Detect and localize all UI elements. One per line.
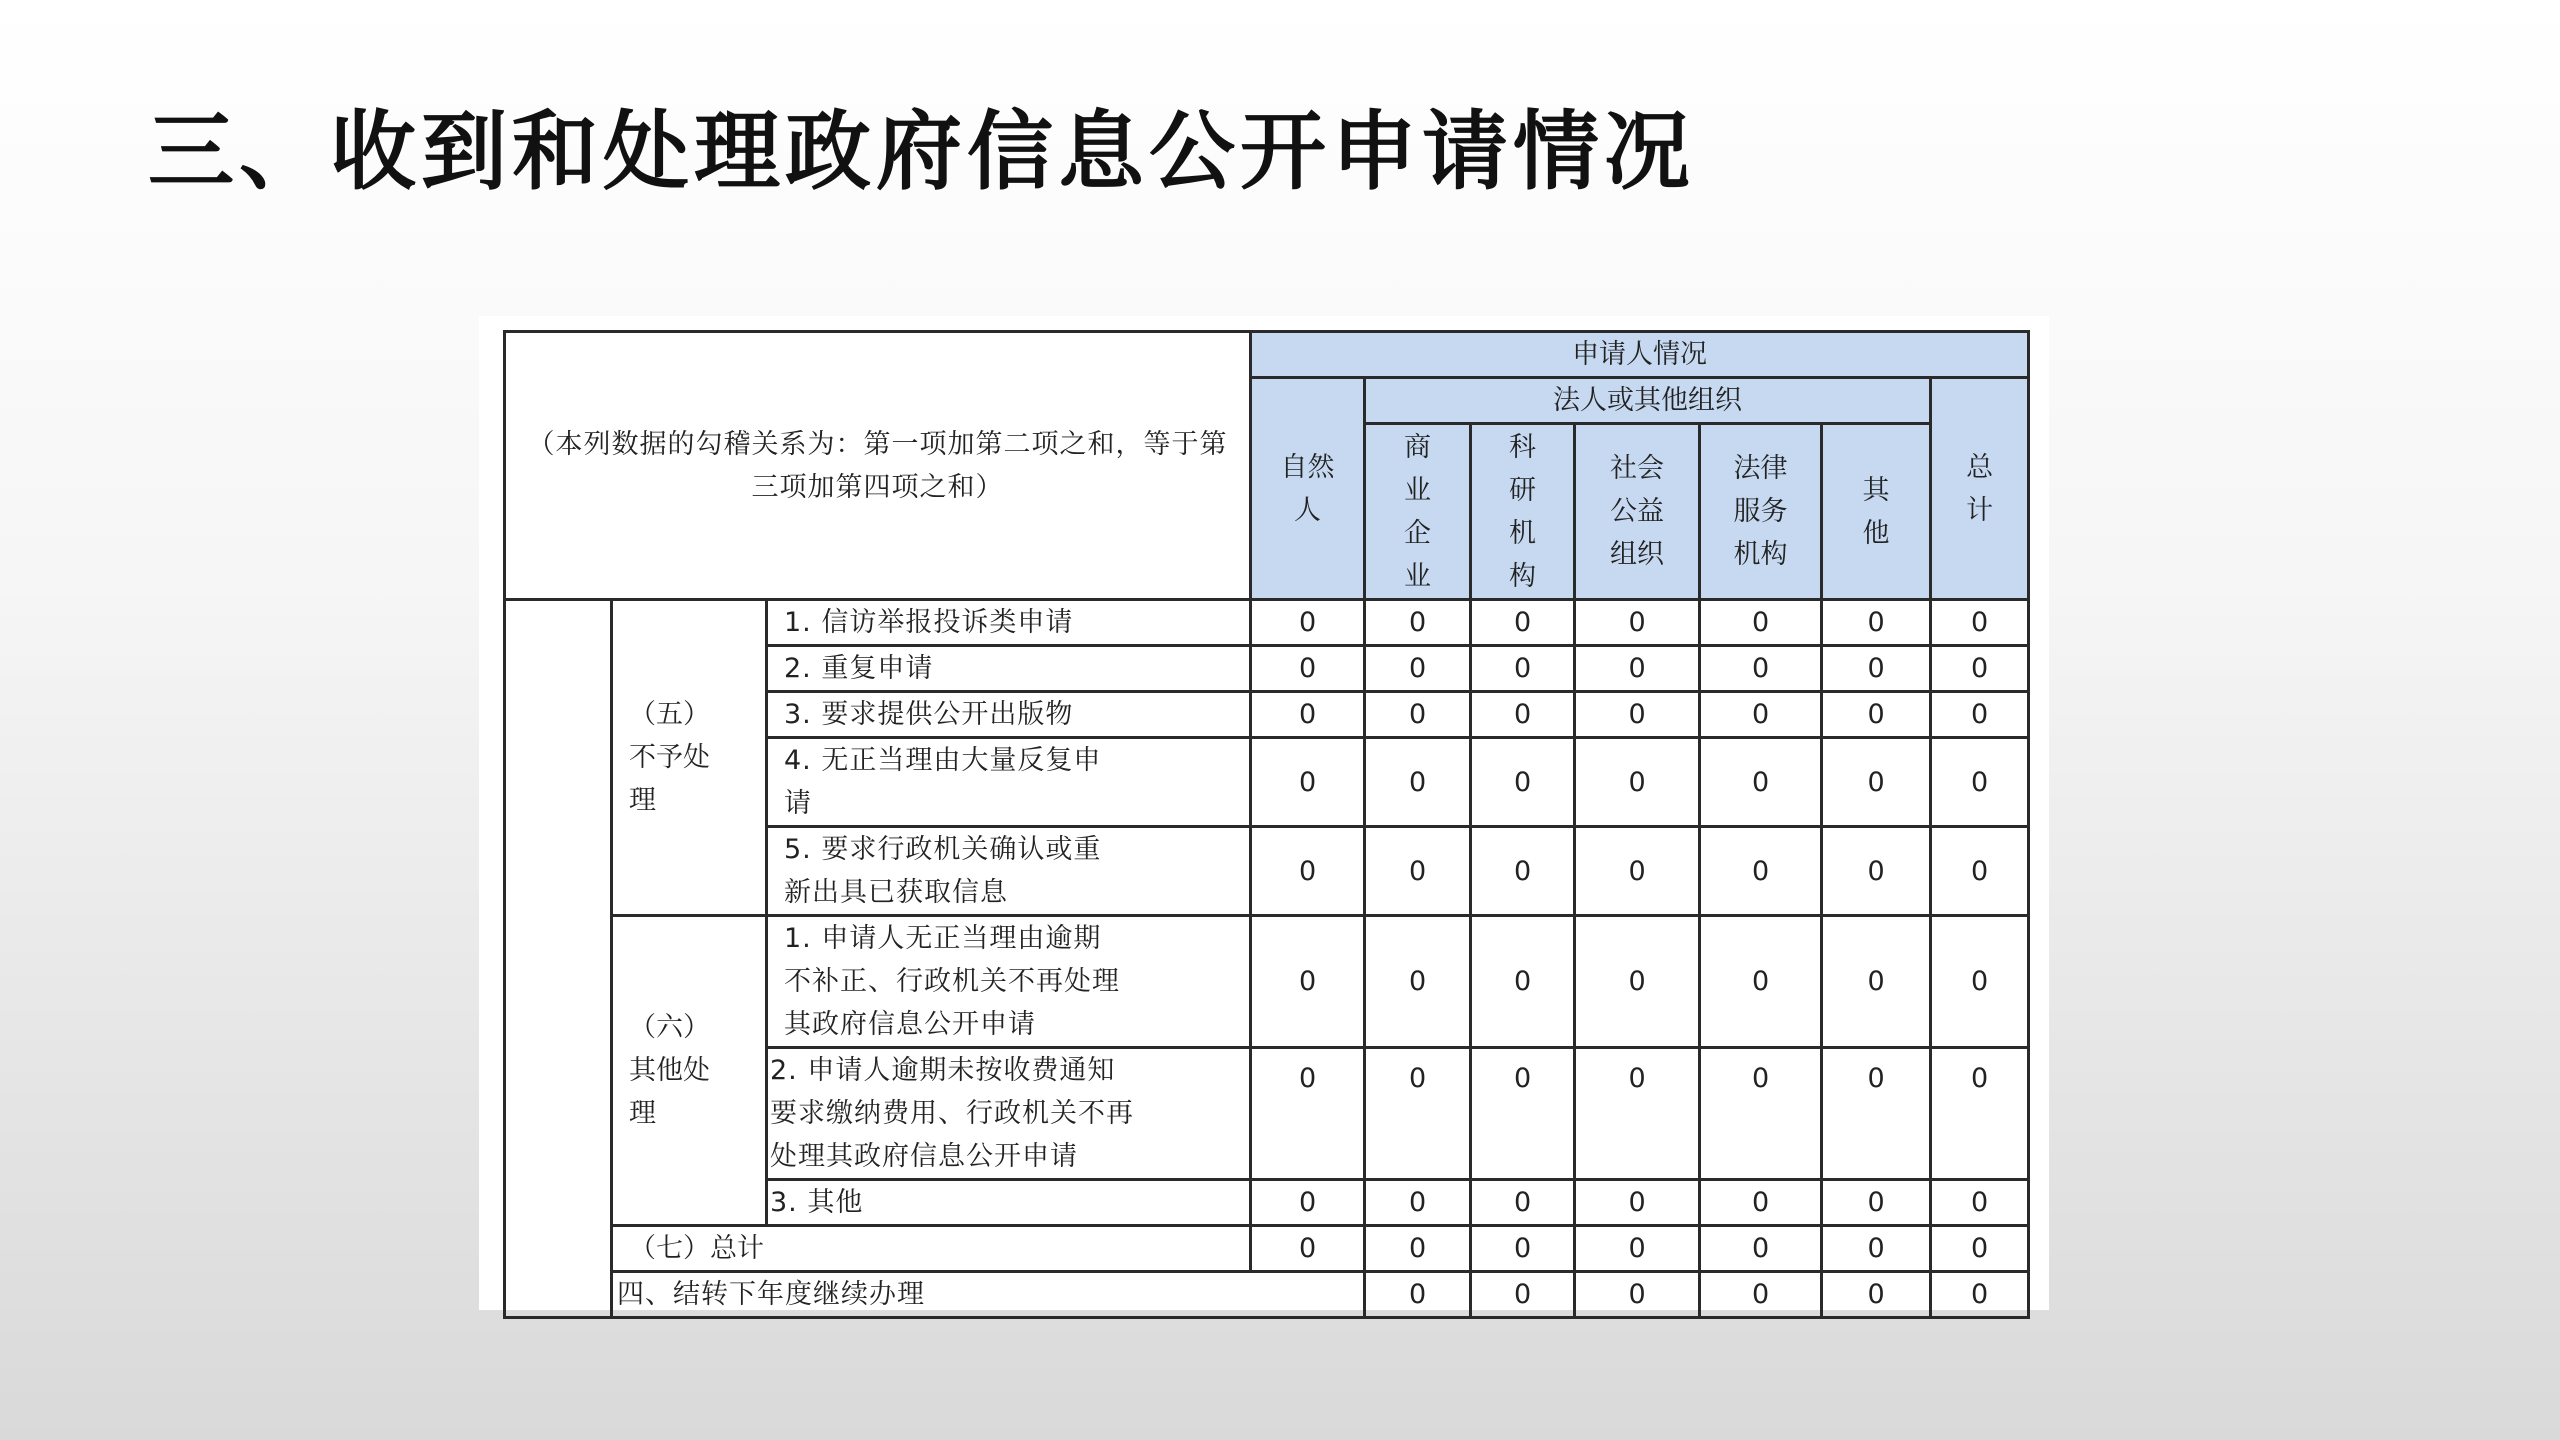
- cell-value: 0: [1575, 916, 1700, 1048]
- cell-value: 0: [1471, 646, 1575, 692]
- row-label: 1. 信访举报投诉类申请: [767, 600, 1251, 646]
- cell-value: 0: [1822, 1272, 1931, 1318]
- row-label: 3. 要求提供公开出版物: [767, 692, 1251, 738]
- cell-value: 0: [1700, 600, 1822, 646]
- statistics-table-panel: [479, 316, 2049, 1310]
- cell-value: 0: [1251, 738, 1365, 827]
- cell-value: 0: [1251, 1180, 1365, 1226]
- cell-value: 0: [1700, 1180, 1822, 1226]
- cell-value: 0: [1700, 916, 1822, 1048]
- header-legal-service: 法律 服务 机构: [1700, 424, 1822, 600]
- header-applicant: 申请人情况: [1251, 332, 2029, 378]
- table-row: [505, 600, 2029, 646]
- cell-value: 0: [1575, 646, 1700, 692]
- cell-value: 0: [1251, 646, 1365, 692]
- cell-value: 0: [1365, 1226, 1471, 1272]
- cell-value: 0: [1251, 827, 1365, 916]
- cell-value: 0: [1931, 600, 2029, 646]
- cell-value: 0: [1365, 738, 1471, 827]
- cell-value: 0: [1700, 1226, 1822, 1272]
- header-business: 商 业 企 业: [1365, 424, 1471, 600]
- header-total: 总 计: [1931, 378, 2029, 600]
- table-row-total: [505, 1226, 2029, 1272]
- cell-value: 0: [1931, 646, 2029, 692]
- row-label: 5. 要求行政机关确认或重 新出具已获取信息: [767, 827, 1251, 916]
- cell-value: 0: [1575, 692, 1700, 738]
- cell-value: 0: [1365, 646, 1471, 692]
- cell-value: 0: [1700, 646, 1822, 692]
- cell-value: 0: [1471, 1048, 1575, 1180]
- row-label-carryover: 四、结转下年度继续办理: [612, 1272, 1365, 1318]
- table-row-carryover: [505, 1272, 2029, 1318]
- cell-value: 0: [1700, 692, 1822, 738]
- row-label: 1. 申请人无正当理由逾期 不补正、行政机关不再处理 其政府信息公开申请: [767, 916, 1251, 1048]
- row-label: 3. 其他: [767, 1180, 1251, 1226]
- cell-value: 0: [1822, 916, 1931, 1048]
- cell-value: 0: [1575, 1272, 1700, 1318]
- statistics-table: [503, 330, 2030, 1319]
- cell-value: 0: [1575, 1048, 1700, 1180]
- cell-value: 0: [1822, 738, 1931, 827]
- row-label-total: （七）总计: [612, 1226, 1251, 1272]
- cell-value: 0: [1251, 600, 1365, 646]
- cell-value: 0: [1365, 692, 1471, 738]
- cell-value: 0: [1471, 692, 1575, 738]
- cell-value: 0: [1575, 827, 1700, 916]
- cell-value: 0: [1365, 827, 1471, 916]
- cell-value: 0: [1471, 600, 1575, 646]
- table-row: [505, 916, 2029, 1048]
- cell-value: 0: [1365, 916, 1471, 1048]
- cell-value: 0: [1251, 916, 1365, 1048]
- cell-value: 0: [1471, 1226, 1575, 1272]
- header-natural-person: 自然 人: [1251, 378, 1365, 600]
- cell-value: 0: [1822, 1180, 1931, 1226]
- row-label: 4. 无正当理由大量反复申 请: [767, 738, 1251, 827]
- cell-value: 0: [1471, 916, 1575, 1048]
- cell-value: 0: [1471, 827, 1575, 916]
- row-label: 2. 申请人逾期未按收费通知 要求缴纳费用、行政机关不再 处理其政府信息公开申请: [767, 1048, 1251, 1180]
- cell-value: 0: [1365, 600, 1471, 646]
- cell-value: 0: [1931, 692, 2029, 738]
- cell-value: 0: [1365, 1272, 1471, 1318]
- group-label-not-processed: （五） 不予处 理: [612, 600, 767, 916]
- cell-value: 0: [1251, 1226, 1365, 1272]
- cell-value: 0: [1931, 827, 2029, 916]
- cell-value: 0: [1575, 1226, 1700, 1272]
- cell-value: 0: [1822, 1226, 1931, 1272]
- cell-value: 0: [1365, 1048, 1471, 1180]
- header-social: 社会 公益 组织: [1575, 424, 1700, 600]
- cell-value: 0: [1365, 1180, 1471, 1226]
- cell-value: 0: [1575, 1180, 1700, 1226]
- cell-value: 0: [1700, 827, 1822, 916]
- cell-value: 0: [1575, 738, 1700, 827]
- cell-value: 0: [1931, 1226, 2029, 1272]
- cell-value: 0: [1931, 916, 2029, 1048]
- cell-value: 0: [1822, 600, 1931, 646]
- cell-value: 0: [1575, 600, 1700, 646]
- group-label-other-processing: （六） 其他处 理: [612, 916, 767, 1226]
- cell-value: 0: [1822, 1048, 1931, 1180]
- row-label: 2. 重复申请: [767, 646, 1251, 692]
- cell-value: 0: [1931, 1272, 2029, 1318]
- outer-blank-cell: [505, 600, 612, 1318]
- header-research: 科 研 机 构: [1471, 424, 1575, 600]
- table-note: （本列数据的勾稽关系为：第一项加第二项之和，等于第三项加第四项之和）: [505, 332, 1251, 600]
- cell-value: 0: [1471, 738, 1575, 827]
- cell-value: 0: [1822, 646, 1931, 692]
- cell-value: 0: [1471, 1180, 1575, 1226]
- header-legal-group: 法人或其他组织: [1365, 378, 1931, 424]
- header-other: 其 他: [1822, 424, 1931, 600]
- cell-value: 0: [1700, 738, 1822, 827]
- cell-value: 0: [1700, 1272, 1822, 1318]
- cell-value: 0: [1822, 692, 1931, 738]
- cell-value: 0: [1471, 1272, 1575, 1318]
- cell-value: 0: [1931, 1048, 2029, 1180]
- cell-value: 0: [1251, 692, 1365, 738]
- cell-value: 0: [1931, 1180, 2029, 1226]
- slide-title: 三、收到和处理政府信息公开申请情况: [148, 102, 1695, 202]
- cell-value: 0: [1251, 1048, 1365, 1180]
- cell-value: 0: [1700, 1048, 1822, 1180]
- cell-value: 0: [1931, 738, 2029, 827]
- cell-value: 0: [1822, 827, 1931, 916]
